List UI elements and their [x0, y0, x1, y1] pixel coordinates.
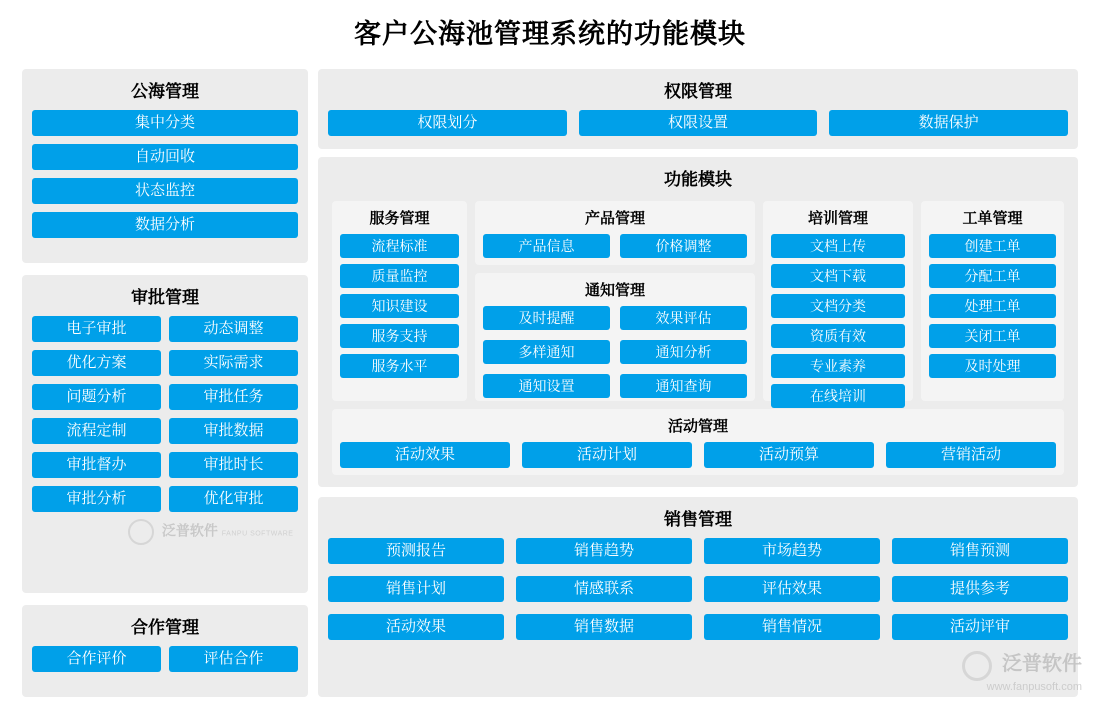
chip-xiaoshou-5[interactable]: 情感联系	[516, 576, 692, 602]
chip-gongdan-2[interactable]: 处理工单	[929, 294, 1056, 318]
panel-cooperation-management	[22, 605, 308, 697]
panel-title-shenpi: 审批管理	[131, 288, 199, 307]
subpanel-title-tongzhi: 通知管理	[584, 282, 645, 299]
chanpin-chip-grid	[483, 234, 747, 258]
chip-huodong-1[interactable]: 活动计划	[522, 442, 692, 468]
chip-xiaoshou-7[interactable]: 提供参考	[892, 576, 1068, 602]
chip-xiaoshou-11[interactable]: 活动评审	[892, 614, 1068, 640]
panel-title-gonghai: 公海管理	[131, 82, 199, 101]
subpanel-notification-management	[475, 273, 755, 401]
chip-tongzhi-2[interactable]: 多样通知	[483, 340, 610, 364]
subpanel-title-gongdan: 工单管理	[962, 210, 1023, 227]
hezuo-chip-grid	[32, 646, 298, 672]
chip-shenpi-10[interactable]: 审批分析	[32, 486, 161, 512]
shenpi-chip-grid	[32, 316, 298, 512]
subpanel-service-management	[332, 201, 467, 401]
panel-approval-management	[22, 275, 308, 593]
panel-title-quanxian: 权限管理	[664, 82, 732, 101]
chip-peixun-3[interactable]: 资质有效	[771, 324, 905, 348]
chip-shenpi-0[interactable]: 电子审批	[32, 316, 161, 342]
chip-huodong-2[interactable]: 活动预算	[704, 442, 874, 468]
subpanel-product-management	[475, 201, 755, 265]
watermark-left-text: 泛普软件	[161, 522, 218, 539]
chip-gongdan-0[interactable]: 创建工单	[929, 234, 1056, 258]
subpanel-workorder-management	[921, 201, 1064, 401]
gonghai-chip-grid	[32, 110, 298, 238]
chip-tongzhi-1[interactable]: 效果评估	[620, 306, 747, 330]
panel-title-xiaoshou: 销售管理	[664, 510, 732, 529]
chip-xiaoshou-3[interactable]: 销售预测	[892, 538, 1068, 564]
quanxian-chip-grid	[328, 110, 1068, 136]
chip-xiaoshou-6[interactable]: 评估效果	[704, 576, 880, 602]
chip-quanxian-2[interactable]: 数据保护	[829, 110, 1068, 136]
chip-xiaoshou-2[interactable]: 市场趋势	[704, 538, 880, 564]
panel-title-hezuo: 合作管理	[131, 618, 199, 637]
tongzhi-chip-grid	[483, 306, 747, 398]
chip-gonghai-1[interactable]: 自动回收	[32, 144, 298, 170]
panel-title-gongneng: 功能模块	[664, 170, 732, 189]
xiaoshou-chip-grid	[328, 538, 1068, 640]
chip-chanpin-0[interactable]: 产品信息	[483, 234, 610, 258]
chip-shenpi-11[interactable]: 优化审批	[169, 486, 298, 512]
chip-hezuo-1[interactable]: 评估合作	[169, 646, 298, 672]
subpanel-title-peixun: 培训管理	[807, 210, 868, 227]
panel-function-modules	[318, 157, 1078, 487]
page-title: 客户公海池管理系统的功能模块	[354, 19, 746, 49]
subpanel-activity-management	[332, 409, 1064, 475]
chip-peixun-0[interactable]: 文档上传	[771, 234, 905, 258]
chip-fuwu-4[interactable]: 服务水平	[340, 354, 459, 378]
chip-chanpin-1[interactable]: 价格调整	[620, 234, 747, 258]
chip-fuwu-3[interactable]: 服务支持	[340, 324, 459, 348]
chip-quanxian-0[interactable]: 权限划分	[328, 110, 567, 136]
diagram-canvas	[0, 61, 1100, 701]
chip-shenpi-6[interactable]: 流程定制	[32, 418, 161, 444]
subpanel-title-chanpin: 产品管理	[584, 210, 645, 227]
chip-fuwu-0[interactable]: 流程标准	[340, 234, 459, 258]
chip-fuwu-1[interactable]: 质量监控	[340, 264, 459, 288]
subpanel-title-huodong: 活动管理	[667, 418, 728, 435]
chip-tongzhi-0[interactable]: 及时提醒	[483, 306, 610, 330]
panel-sales-management	[318, 497, 1078, 697]
chip-shenpi-4[interactable]: 问题分析	[32, 384, 161, 410]
subpanel-title-fuwu: 服务管理	[369, 210, 430, 227]
chip-shenpi-5[interactable]: 审批任务	[169, 384, 298, 410]
panel-permission-management	[318, 69, 1078, 149]
fuwu-chip-grid	[340, 234, 459, 378]
subpanel-training-management	[763, 201, 913, 404]
chip-xiaoshou-0[interactable]: 预测报告	[328, 538, 504, 564]
chip-xiaoshou-9[interactable]: 销售数据	[516, 614, 692, 640]
chip-shenpi-1[interactable]: 动态调整	[169, 316, 298, 342]
chip-hezuo-0[interactable]: 合作评价	[32, 646, 161, 672]
chip-shenpi-9[interactable]: 审批时长	[169, 452, 298, 478]
huodong-chip-grid	[340, 442, 1056, 468]
watermark-right-text: 泛普软件	[1002, 653, 1082, 676]
peixun-chip-grid	[771, 234, 905, 408]
chip-gongdan-4[interactable]: 及时处理	[929, 354, 1056, 378]
chip-tongzhi-3[interactable]: 通知分析	[620, 340, 747, 364]
chip-xiaoshou-10[interactable]: 销售情况	[704, 614, 880, 640]
chip-shenpi-2[interactable]: 优化方案	[32, 350, 161, 376]
chip-peixun-2[interactable]: 文档分类	[771, 294, 905, 318]
chip-quanxian-1[interactable]: 权限设置	[579, 110, 818, 136]
chip-tongzhi-4[interactable]: 通知设置	[483, 374, 610, 398]
chip-fuwu-2[interactable]: 知识建设	[340, 294, 459, 318]
chip-gonghai-2[interactable]: 状态监控	[32, 178, 298, 204]
chip-gonghai-3[interactable]: 数据分析	[32, 212, 298, 238]
chip-gonghai-0[interactable]: 集中分类	[32, 110, 298, 136]
watermark-left-subtext: FANPU SOFTWARE	[221, 530, 294, 538]
gongdan-chip-grid	[929, 234, 1056, 378]
chip-shenpi-8[interactable]: 审批督办	[32, 452, 161, 478]
chip-huodong-3[interactable]: 营销活动	[886, 442, 1056, 468]
chip-peixun-1[interactable]: 文档下载	[771, 264, 905, 288]
chip-xiaoshou-8[interactable]: 活动效果	[328, 614, 504, 640]
chip-gongdan-3[interactable]: 关闭工单	[929, 324, 1056, 348]
chip-peixun-5[interactable]: 在线培训	[771, 384, 905, 408]
chip-gongdan-1[interactable]: 分配工单	[929, 264, 1056, 288]
chip-huodong-0[interactable]: 活动效果	[340, 442, 510, 468]
chip-shenpi-7[interactable]: 审批数据	[169, 418, 298, 444]
chip-tongzhi-5[interactable]: 通知查询	[620, 374, 747, 398]
chip-peixun-4[interactable]: 专业素养	[771, 354, 905, 378]
chip-shenpi-3[interactable]: 实际需求	[169, 350, 298, 376]
watermark-url: www.fanpusoft.com	[986, 681, 1082, 693]
chip-xiaoshou-4[interactable]: 销售计划	[328, 576, 504, 602]
panel-gonghai-management	[22, 69, 308, 263]
chip-xiaoshou-1[interactable]: 销售趋势	[516, 538, 692, 564]
